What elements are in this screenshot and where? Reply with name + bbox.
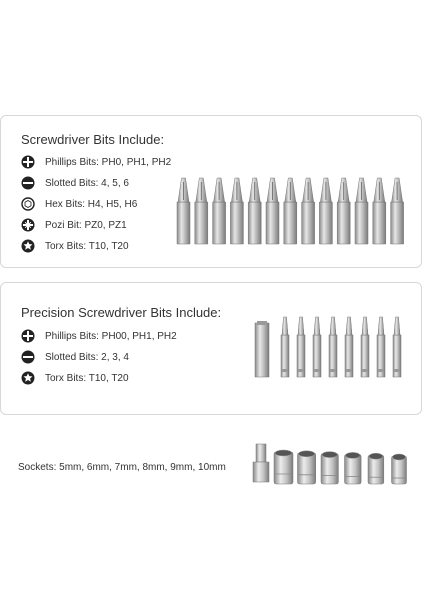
socket	[368, 453, 384, 484]
bit	[230, 178, 243, 244]
list-item-label: Pozi Bit: PZ0, PZ1	[45, 219, 127, 231]
bit	[266, 178, 279, 244]
bit	[337, 178, 350, 244]
slotted-icon	[21, 176, 35, 190]
bit	[355, 178, 368, 244]
precision-bit	[393, 317, 401, 377]
socket	[392, 454, 407, 484]
socket-adapter	[253, 444, 269, 482]
socket	[345, 452, 362, 484]
bit	[177, 178, 190, 244]
socket	[274, 450, 293, 484]
list-item-label: Torx Bits: T10, T20	[45, 372, 129, 384]
list-item-torx	[21, 370, 129, 386]
list-item-phillips	[21, 328, 177, 344]
bit	[284, 178, 297, 244]
precision-bit	[281, 317, 289, 377]
bit	[248, 178, 261, 244]
bit-holder	[255, 321, 269, 377]
phillips-icon	[21, 329, 35, 343]
screwdriver-bits-image	[173, 176, 413, 246]
bit	[391, 178, 404, 244]
slotted-icon	[21, 350, 35, 364]
precision-bit	[377, 317, 385, 377]
precision-bits-title: Precision Screwdriver Bits Include:	[21, 305, 222, 320]
sockets-image	[250, 440, 416, 486]
socket	[298, 451, 316, 484]
list-item-label: Phillips Bits: PH0, PH1, PH2	[45, 156, 172, 168]
bit	[302, 178, 315, 244]
bit	[373, 178, 386, 244]
precision-bit	[345, 317, 353, 377]
precision-bit	[361, 317, 369, 377]
list-item-label: Hex Bits: H4, H5, H6	[45, 198, 138, 210]
list-item-label: Slotted Bits: 4, 5, 6	[45, 177, 129, 189]
bit	[195, 178, 208, 244]
bit	[319, 178, 332, 244]
list-item-hex	[21, 196, 137, 212]
precision-bit	[297, 317, 305, 377]
list-item-label: Slotted Bits: 2, 3, 4	[45, 351, 129, 363]
precision-bit	[329, 317, 337, 377]
bit	[213, 178, 226, 244]
torx-icon	[21, 239, 35, 253]
hex-icon	[21, 197, 35, 211]
list-item-pozi	[21, 217, 127, 233]
torx-icon	[21, 371, 35, 385]
list-item-phillips	[21, 154, 171, 170]
pozi-icon	[21, 218, 35, 232]
sockets-label: Sockets: 5mm, 6mm, 7mm, 8mm, 9mm, 10mm	[18, 462, 226, 473]
screwdriver-bits-card	[0, 115, 422, 268]
precision-bits-image	[251, 313, 411, 379]
list-item-torx	[21, 238, 129, 254]
list-item-slotted	[21, 175, 129, 191]
precision-bits-card	[0, 282, 422, 415]
socket	[321, 452, 338, 484]
phillips-icon	[21, 155, 35, 169]
list-item-slotted	[21, 349, 129, 365]
list-item-label: Phillips Bits: PH00, PH1, PH2	[45, 330, 177, 342]
precision-bit	[313, 317, 321, 377]
screwdriver-bits-title: Screwdriver Bits Include:	[21, 132, 165, 147]
list-item-label: Torx Bits: T10, T20	[45, 240, 129, 252]
